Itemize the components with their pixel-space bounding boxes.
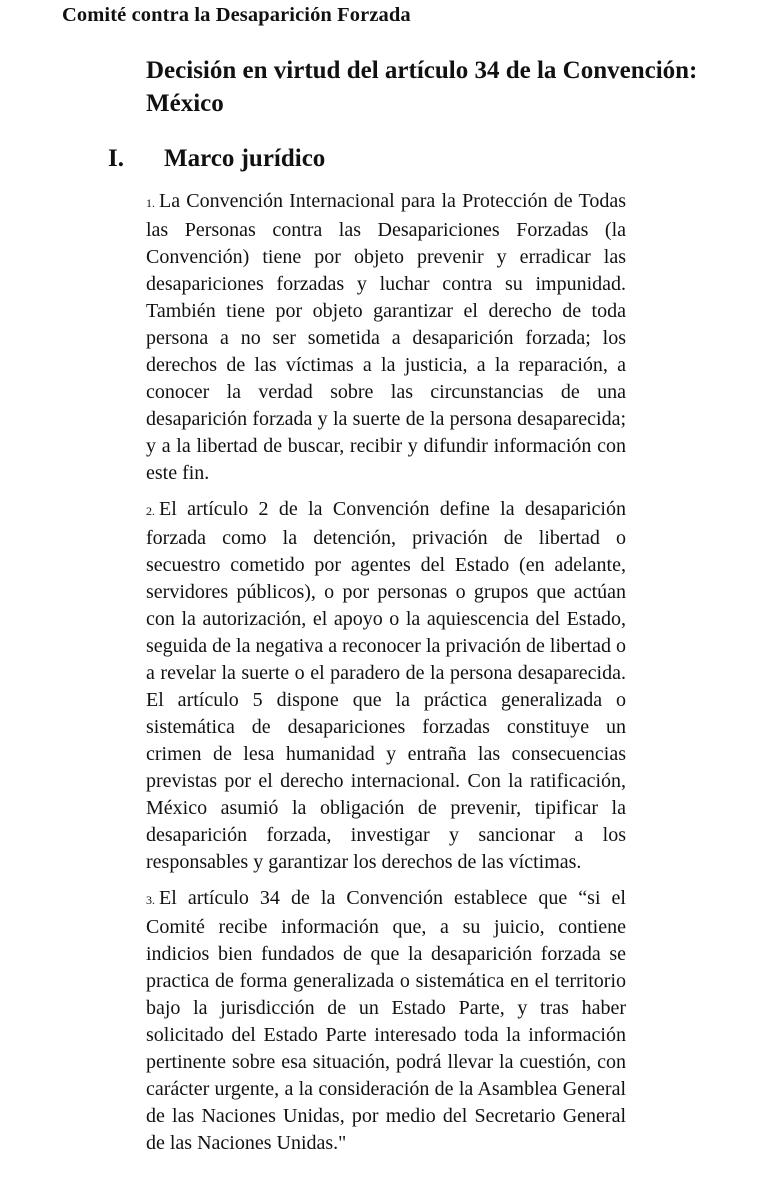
paragraph-text: El artículo 2 de la Convención define la desaparición forzada como la detención, privación de libertad o secuestro cometido por agentes del Estado (en adelante, servidores públicos), o por personas o grupos que actúan con la autorización, el apoyo o la aquiescencia del Estado, seguida de la negativa a reconocer la privación de libertad o a revelar la suerte o el paradero de la persona desaparecida. El artículo 5 dispone que la práctica generalizada o sistemática de desapariciones forzadas constituye un crimen de lesa humanidad y entraña las consecuencias previstas por el derecho internacional. Con la ratificación, México asumió la obligación de prevenir, tipificar la desaparición forzada, investigar y sancionar a los responsables y garantizar los derechos de las víctimas.	[146, 498, 626, 873]
paragraph-text: El artículo 34 de la Convención establece que “si el Comité recibe información que, a su juicio, contiene indicios bien fundados de que la desaparición forzada se practica de forma generalizada o sistemática en el territorio bajo la jurisdicción de un Estado Parte, y tras haber solicitado del Estado Parte interesado toda la información pertinente sobre esa situación, podrá llevar la cuestión, con carácter urgente, a la consideración de la Asamblea General de las Naciones Unidas, por medio del Secretario General de las Naciones Unidas."	[146, 887, 626, 1154]
paragraph-3	[146, 885, 626, 1157]
paragraph-list	[146, 188, 626, 1166]
section-title: Marco jurídico	[164, 145, 326, 172]
paragraph-number: 1.	[146, 196, 155, 210]
section-heading	[108, 142, 325, 175]
paragraph-number: 3.	[146, 893, 155, 907]
paragraph-text: La Convención Internacional para la Protección de Todas las Personas contra las Desapariciones Forzadas (la Convención) tiene por objeto prevenir y erradicar las desapariciones forzadas y luchar contra su impunidad. También tiene por objeto garantizar el derecho de toda persona a no ser sometida a desaparición forzada; los derechos de las víctimas a la justicia, a la reparación, a conocer la verdad sobre las circunstancias de una desaparición forzada y la suerte de la persona desaparecida; y a la libertad de buscar, recibir y difundir información con este fin.	[146, 190, 626, 484]
paragraph-2	[146, 496, 626, 876]
paragraph-number: 2.	[146, 504, 155, 518]
section-number: I.	[108, 145, 124, 172]
document-title: Decisión en virtud del artículo 34 de la Convención: México	[146, 57, 698, 117]
committee-header: Comité contra la Desaparición Forzada	[62, 4, 411, 26]
paragraph-1	[146, 188, 626, 487]
